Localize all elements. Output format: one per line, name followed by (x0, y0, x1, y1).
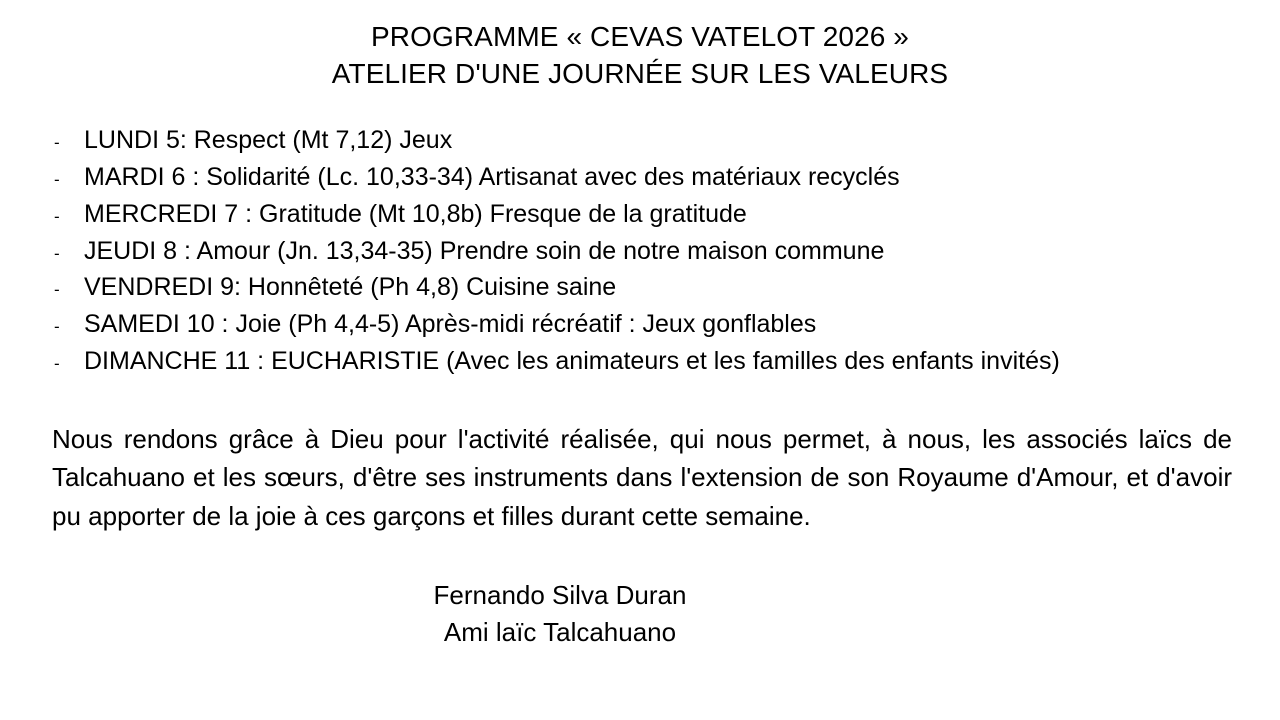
title-line-2: ATELIER D'UNE JOURNÉE SUR LES VALEURS (331, 58, 949, 90)
bullet-dash-icon: - (54, 317, 60, 337)
list-item (54, 196, 1256, 233)
signature-block (24, 577, 1256, 651)
title-line-1: PROGRAMME « CEVAS VATELOT 2026 » (371, 21, 909, 52)
list-item (54, 233, 1256, 270)
bullet-dash-icon: - (54, 353, 60, 373)
list-item-label: VENDREDI 9: Honnêteté (Ph 4,8) Cuisine saine (84, 273, 617, 302)
list-item-label: DIMANCHE 11 : EUCHARISTIE (Avec les animateurs et les familles des enfants invités) (84, 346, 1060, 375)
closing-paragraph: Nous rendons grâce à Dieu pour l'activité réalisée, qui nous permet, à nous, les associés laïcs de Talcahuano et les sœurs, d'être ses instruments dans l'extension de son Royaume d'Amour, et d'avoir pu apporter de la joie à ces garçons et filles durant cette semaine. (52, 423, 1232, 531)
list-item-label: LUNDI 5: Respect (Mt 7,12) Jeux (84, 126, 453, 155)
bullet-dash-icon: - (54, 206, 60, 226)
bullet-dash-icon: - (54, 280, 60, 300)
list-item-label: MERCREDI 7 : Gratitude (Mt 10,8b) Fresque de la gratitude (84, 199, 747, 228)
list-item-label: JEUDI 8 : Amour (Jn. 13,34-35) Prendre soin de notre maison commune (84, 236, 885, 265)
bullet-dash-icon: - (54, 133, 60, 153)
list-item (54, 343, 1256, 380)
page-title (24, 18, 1256, 92)
list-item (54, 306, 1256, 343)
schedule-list (24, 122, 1256, 379)
list-item-label: MARDI 6 : Solidarité (Lc. 10,33-34) Artisanat avec des matériaux recyclés (84, 163, 900, 192)
list-item (54, 269, 1256, 306)
list-item (54, 122, 1256, 159)
bullet-dash-icon: - (54, 243, 60, 263)
list-item-label: SAMEDI 10 : Joie (Ph 4,4-5) Après-midi récréatif : Jeux gonflables (84, 310, 817, 339)
list-item (54, 159, 1256, 196)
signature-name: Fernando Silva Duran (433, 580, 687, 611)
signature-role: Ami laïc Talcahuano (443, 617, 677, 648)
bullet-dash-icon: - (54, 170, 60, 190)
